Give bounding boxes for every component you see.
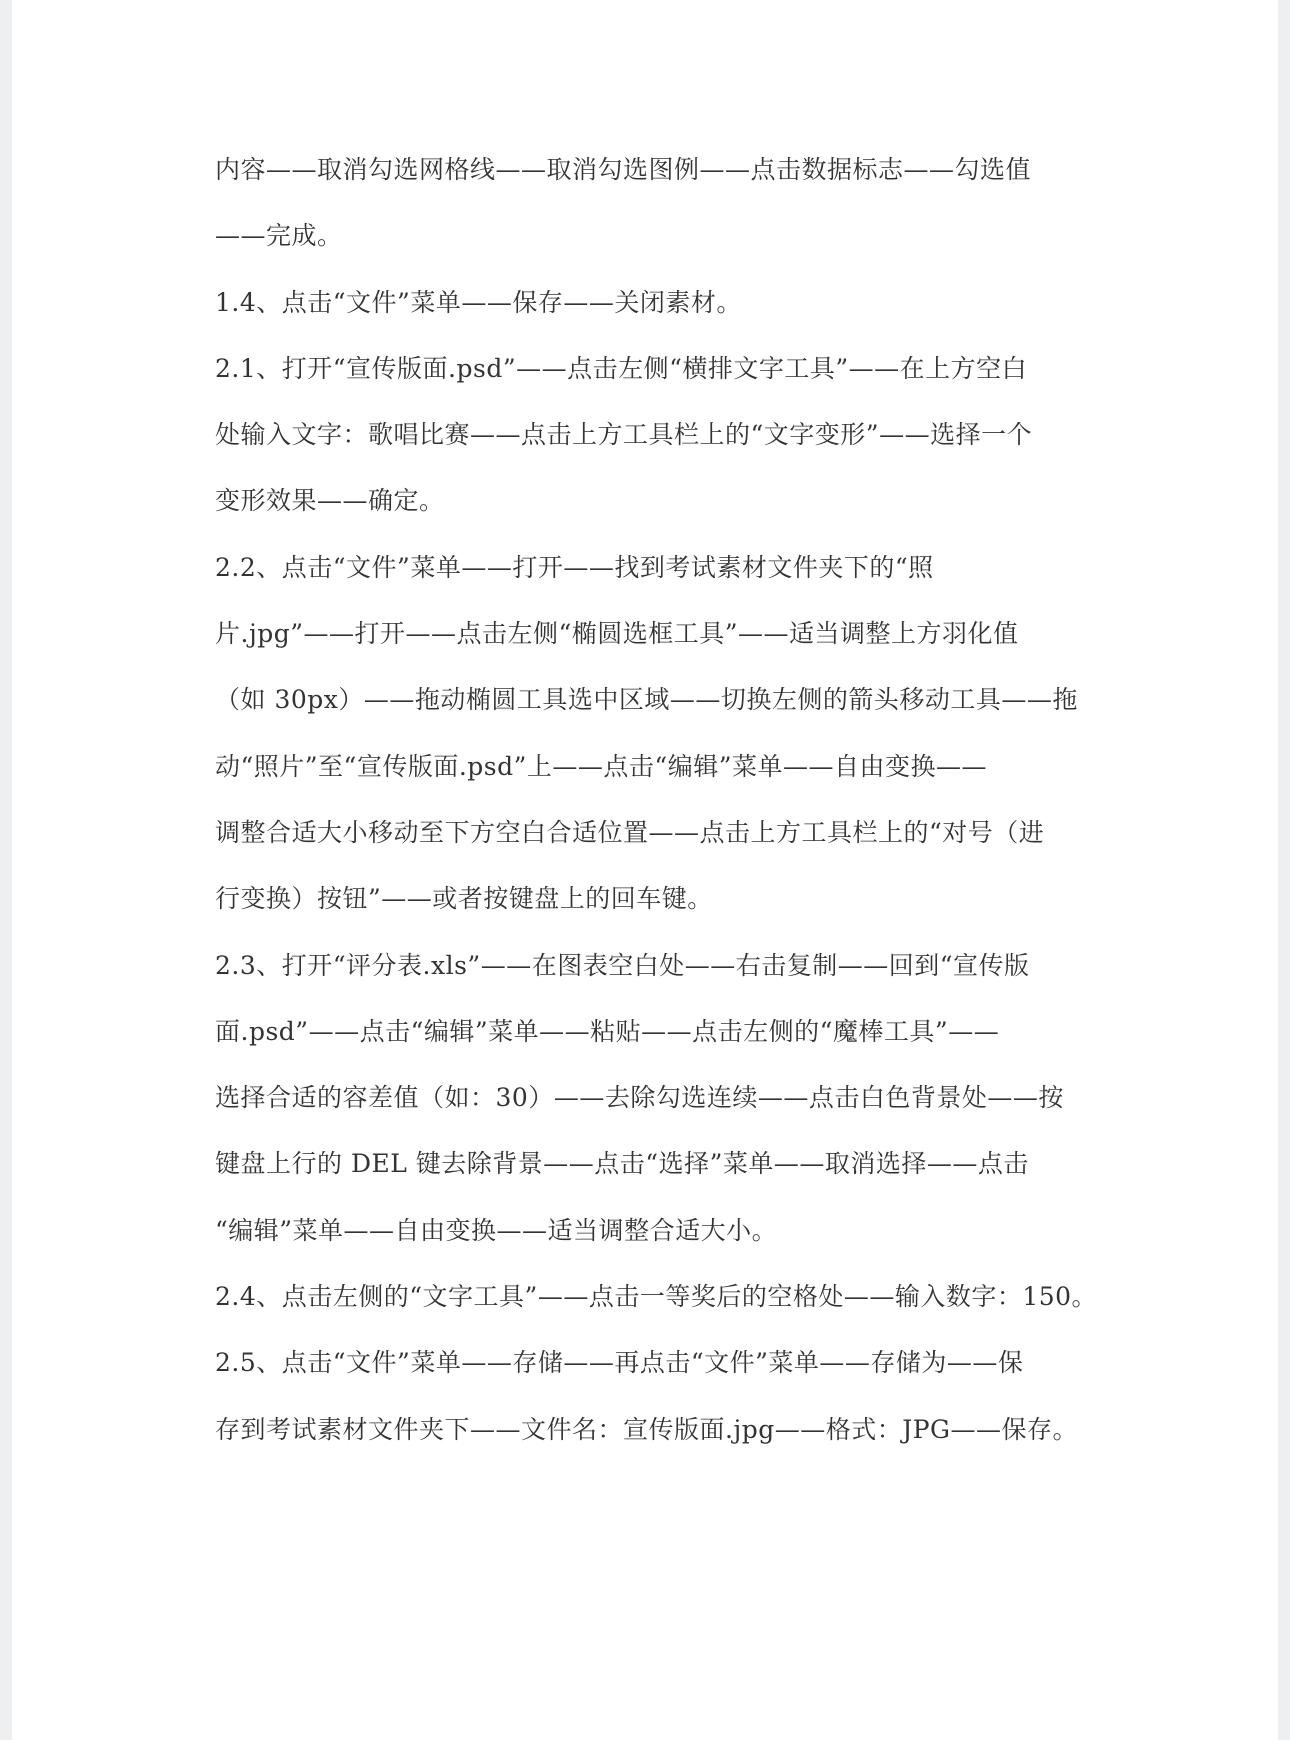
text-line: 片.jpg”——打开——点击左侧“椭圆选框工具”——适当调整上方羽化值 xyxy=(215,619,1019,649)
text-line: 面.psd”——点击“编辑”菜单——粘贴——点击左侧的“魔棒工具”—— xyxy=(215,1016,1000,1046)
text-line: 2.2、点击“文件”菜单——打开——找到考试素材文件夹下的“照 xyxy=(215,552,934,582)
text-line: 动“照片”至“宣传版面.psd”上——点击“编辑”菜单——自由变换—— xyxy=(215,751,987,781)
text-line: “编辑”菜单——自由变换——适当调整合适大小。 xyxy=(215,1215,778,1245)
text-line: 2.5、点击“文件”菜单——存储——再点击“文件”菜单——存储为——保 xyxy=(215,1348,1024,1378)
text-line: 2.4、点击左侧的“文字工具”——点击一等奖后的空格处——输入数字：150。 xyxy=(215,1282,1098,1312)
text-line: （如 30px）——拖动椭圆工具选中区域——切换左侧的箭头移动工具——拖 xyxy=(215,685,1078,715)
text-line: 键盘上行的 DEL 键去除背景——点击“选择”菜单——取消选择——点击 xyxy=(215,1149,1029,1179)
text-line: 存到考试素材文件夹下——文件名：宣传版面.jpg——格式：JPG——保存。 xyxy=(215,1414,1079,1444)
text-line: 内容——取消勾选网格线——取消勾选图例——点击数据标志——勾选值 xyxy=(215,155,1032,184)
text-line: 2.3、打开“评分表.xls”——在图表空白处——右击复制——回到“宣传版 xyxy=(215,950,1030,980)
text-line: 2.1、打开“宣传版面.psd”——点击左侧“横排文字工具”——在上方空白 xyxy=(215,353,1028,383)
document-page xyxy=(12,0,1278,1740)
text-line: ——完成。 xyxy=(215,221,343,251)
text-line: 选择合适的容差值（如：30）——去除勾选连续——点击白色背景处——按 xyxy=(215,1083,1064,1113)
document-body xyxy=(215,137,1115,1463)
text-line: 1.4、点击“文件”菜单——保存——关闭素材。 xyxy=(215,287,742,317)
text-line: 调整合适大小移动至下方空白合适位置——点击上方工具栏上的“对号（进 xyxy=(215,817,1045,847)
text-line: 处输入文字：歌唱比赛——点击上方工具栏上的“文字变形”——选择一个 xyxy=(215,420,1033,450)
text-line: 行变换）按钮”——或者按键盘上的回车键。 xyxy=(215,884,713,914)
text-line: 变形效果——确定。 xyxy=(215,486,445,516)
